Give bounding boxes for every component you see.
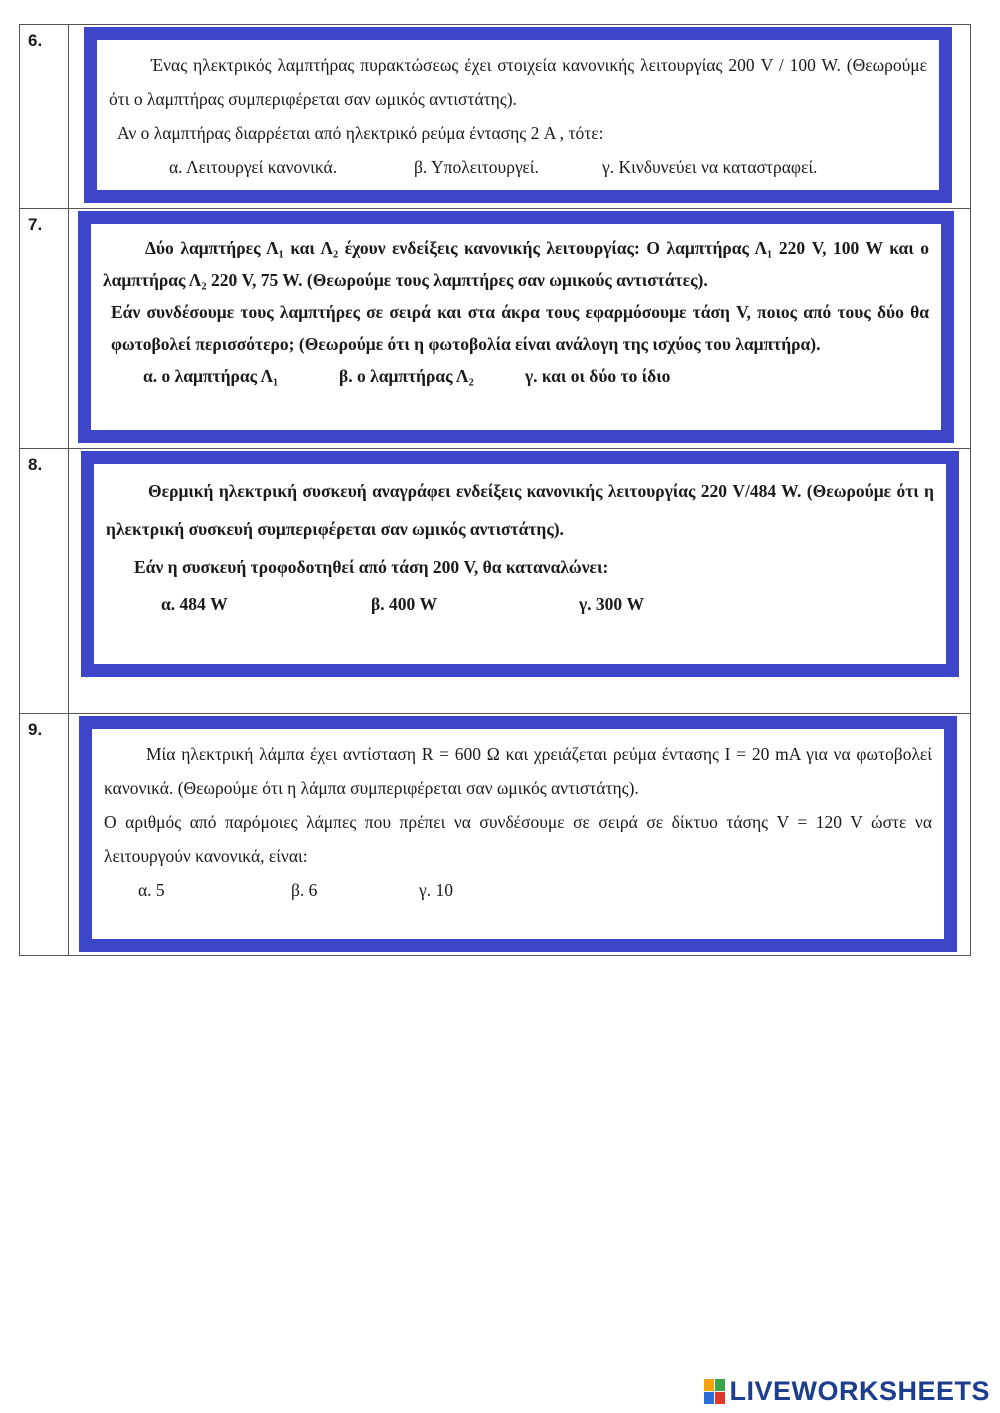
question-number: 7. bbox=[20, 209, 69, 449]
answer-option-b[interactable]: β. 400 W bbox=[371, 594, 438, 614]
question-text: Μία ηλεκτρική λάμπα έχει αντίσταση R = 600 Ω και χρειάζεται ρεύμα έντασης I = 20 mA για να φωτοβολεί κανονικά. (Θεωρούμε ότι η λάμπα συμπεριφέρεται σαν ωμικός αντιστάτης). bbox=[104, 744, 932, 798]
question-prompt: Αν ο λαμπτήρας διαρρέεται από ηλεκτρικό ρεύμα έντασης 2 A , τότε: bbox=[117, 123, 604, 143]
question-number: 6. bbox=[20, 25, 69, 209]
question-text: Θερμική ηλεκτρική συσκευή αναγράφει ενδείξεις κανονικής λειτουργίας 220 V/484 W. (Θεωρούμε ότι η ηλεκτρική συσκευή συμπεριφέρεται σαν ωμικός αντιστάτης). bbox=[106, 481, 934, 539]
question-frame bbox=[84, 27, 952, 203]
question-row-8 bbox=[20, 449, 971, 714]
answer-option-a[interactable]: α. 5 bbox=[138, 880, 165, 900]
answer-options bbox=[109, 150, 927, 184]
question-number: 9. bbox=[20, 714, 69, 956]
logo-text: LIVEWORKSHEETS bbox=[729, 1376, 990, 1406]
answer-option-c[interactable]: γ. Κινδυνεύει να καταστραφεί. bbox=[602, 157, 818, 177]
answer-option-c[interactable]: γ. 10 bbox=[419, 880, 453, 900]
question-number: 8. bbox=[20, 449, 69, 714]
question-row-9 bbox=[20, 714, 971, 956]
liveworksheets-logo-icon bbox=[704, 1379, 725, 1404]
question-text: Ένας ηλεκτρικός λαμπτήρας πυρακτώσεως έχει στοιχεία κανονικής λειτουργίας 200 V / 100 W. (Θεωρούμε ότι ο λαμπτήρας συμπεριφέρεται σαν ωμικός αντιστάτης). bbox=[109, 55, 927, 109]
answer-option-b[interactable]: β. ο λαμπτήρας Λ₂ bbox=[339, 366, 474, 386]
question-frame bbox=[78, 211, 954, 443]
answer-options bbox=[103, 360, 929, 392]
answer-options bbox=[106, 586, 934, 622]
answer-options bbox=[104, 873, 932, 907]
questions-table bbox=[19, 24, 971, 956]
liveworksheets-logo[interactable] bbox=[704, 1376, 990, 1407]
answer-option-c[interactable]: γ. και οι δύο το ίδιο bbox=[525, 366, 671, 386]
question-frame bbox=[79, 716, 957, 952]
question-prompt: Εάν συνδέσουμε τους λαμπτήρες σε σειρά και στα άκρα τους εφαρμόσουμε τάση V, ποιος από τους δύο θα φωτοβολεί περισσότερο; (Θεωρούμε ότι η φωτοβολία είναι ανάλογη της ισχύος του λαμπτήρα). bbox=[111, 302, 929, 354]
question-prompt: Εάν η συσκευή τροφοδοτηθεί από τάση 200 V, θα καταναλώνει: bbox=[134, 557, 609, 577]
question-row-7 bbox=[20, 209, 971, 449]
answer-option-b[interactable]: β. Υπολειτουργεί. bbox=[414, 157, 539, 177]
question-row-6 bbox=[20, 25, 971, 209]
question-text: Δύο λαμπτήρες Λ₁ και Λ₂ έχουν ενδείξεις κανονικής λειτουργίας: Ο λαμπτήρας Λ₁ 220 V, 100 W και ο λαμπτήρας Λ₂ 220 V, 75 W. (Θεωρούμε τους λαμπτήρες σαν ωμικούς αντιστάτες). bbox=[103, 238, 929, 290]
question-frame bbox=[81, 451, 959, 677]
answer-option-a[interactable]: α. Λειτουργεί κανονικά. bbox=[169, 157, 338, 177]
answer-option-c[interactable]: γ. 300 W bbox=[579, 594, 645, 614]
question-prompt: Ο αριθμός από παρόμοιες λάμπες που πρέπει να συνδέσουμε σε σειρά σε δίκτυο τάσης V = 120 V ώστε να λειτουργούν κανονικά, είναι: bbox=[104, 812, 932, 866]
answer-option-a[interactable]: α. ο λαμπτήρας Λ₁ bbox=[143, 366, 279, 386]
answer-option-a[interactable]: α. 484 W bbox=[161, 594, 228, 614]
answer-option-b[interactable]: β. 6 bbox=[291, 880, 318, 900]
